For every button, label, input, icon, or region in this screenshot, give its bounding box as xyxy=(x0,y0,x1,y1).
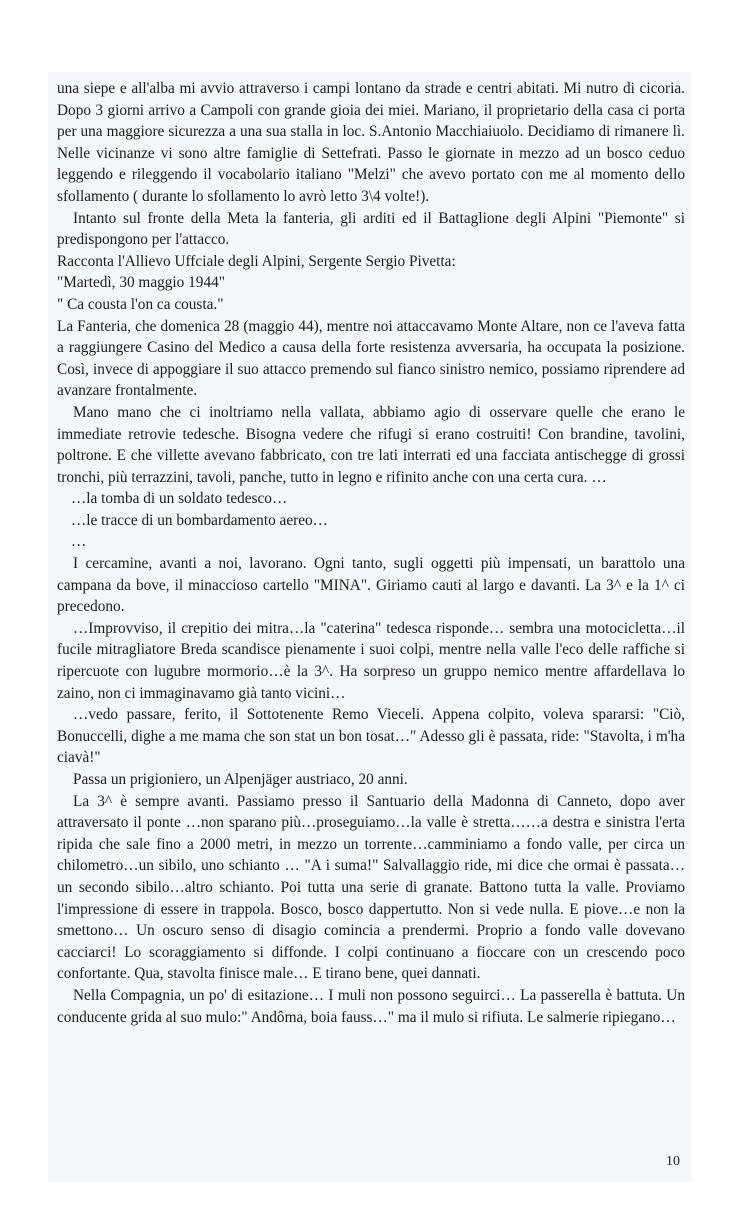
paragraph-compagnia: Nella Compagnia, un po' di esitazione… I muli non possono seguirci… La passerella è battuta. Un conducente grida al suo mulo:" Andôma, boia fauss…" ma il mulo si rifiuta. Le salmerie ripiegano… xyxy=(57,986,685,1026)
paragraph-narrator: Racconta l'Allievo Uffciale degli Alpini, Sergente Sergio Pivetta: xyxy=(57,252,456,270)
paragraph-date: "Martedì, 30 maggio 1944" xyxy=(57,274,225,292)
paragraph-motto: " Ca cousta l'on ca cousta." xyxy=(57,295,224,313)
document-body xyxy=(57,78,685,1028)
paragraph-tomba: …la tomba di un soldato tedesco… xyxy=(71,490,288,508)
paragraph-meta-front: Intanto sul fronte della Meta la fanteria, gli arditi ed il Battaglione degli Alpini "Piemonte" si predispongono per l'attacco. xyxy=(57,209,685,249)
paragraph-crepitio: …Improvviso, il crepitio dei mitra…la "caterina" tedesca risponde… sembra una motocicletta…il fucile mitragliatore Breda scandisce pienamente i suoi colpi, mentre nella valle l'eco delle raffiche si ripercuote con lugubre mormorio…è la 3^. Ha sorpreso un gruppo nemico mentre affardellava lo zaino, non ci immaginavamo già tanto vicini… xyxy=(57,619,685,702)
paragraph-flight: una siepe e all'alba mi avvio attraverso i campi lontano da strade e centri abitati. Mi nutro di cicoria. Dopo 3 giorni arrivo a Campoli con grande gioia dei miei. Mariano, il proprietario della casa ci porta per una maggiore sicurezza a una sua stalla in loc. S.Antonio Macchiaiuolo. Decidiamo di rimanere lì. Nelle vicinanze vi sono altre famiglie di Settefrati. Passo le giornate in mezzo ad un bosco ceduo leggendo e rileggendo il vocabolario italiano "Melzi" che avevo portato con me al momento dello sfollamento ( durante lo sfollamento lo avrò letto 3\4 volte!). xyxy=(57,80,685,205)
paragraph-ferito: …vedo passare, ferito, il Sottotenente Remo Vieceli. Appena colpito, voleva spararsi: "Ciò, Bonuccelli, dighe a me mama che son stat un bon tosat…" Adesso gli è passata, ride: "Stavolta, i m'ha ciavà!" xyxy=(57,706,685,767)
paragraph-cercamine: I cercamine, avanti a noi, lavorano. Ogni tanto, sugli oggetti più impensati, un barattolo una campana da bove, il minaccioso cartello "MINA". Giriamo cauti al largo e davanti. La 3^ e la 1^ ci precedono. xyxy=(57,555,685,616)
paragraph-vallata: Mano mano che ci inoltriamo nella vallata, abbiamo agio di osservare quelle che erano le immediate retrovie tedesche. Bisogna vedere che rifugi si erano costruiti! Con brandine, tavolini, poltrone. E che villette avevano fabbricato, con tre lati interrati ed una facciata antischegge di grossi tronchi, più terrazzini, tavoli, panche, tutto in legno e rifinito anche con una certa cura. … xyxy=(57,403,685,486)
document-page xyxy=(48,72,692,1182)
paragraph-prigioniero: Passa un prigioniero, un Alpenjäger austriaco, 20 anni. xyxy=(73,771,408,788)
page-number: 10 xyxy=(666,1154,680,1169)
paragraph-ellipsis: … xyxy=(71,533,87,551)
paragraph-fanteria: La Fanteria, che domenica 28 (maggio 44), mentre noi attaccavamo Monte Altare, non ce l'aveva fatta a raggiungere Casino del Medico a causa della forte resistenza avversaria, ha occupata la posizione. Così, invece di appoggiare il suo attacco premendo sul fianco sinistro nemico, possiamo riprendere ad avanzare frontalmente. xyxy=(57,317,685,400)
paragraph-santuario: La 3^ è sempre avanti. Passiamo presso il Santuario della Madonna di Canneto, dopo aver attraversato il ponte …non sparano più…proseguiamo…la valle è stretta……a destra e sinistra l'erta ripida che sale fino a 2000 metri, in mezzo un torrente…camminiamo a fondo valle, per circa un chilometro…un sibilo, uno schianto … "A i suma!" Salvallaggio ride, mi dice che ormai è passata…un secondo sibilo…altro schianto. Poi tutta una serie di granate. Battono tutta la valle. Proviamo l'impressione di essere in trappola. Bosco, bosco dappertutto. Non si vede nulla. E piove…e non la smettono… Un oscuro senso di disagio comincia a prendermi. Proprio a fondo valle dovevano cacciarci! Lo scoraggiamento si diffonde. I colpi continuano a fioccare con un crescendo poco confortante. Qua, stavolta finisce male… E tirano bene, quei dannati. xyxy=(57,792,685,983)
paragraph-bombardamento: …le tracce di un bombardamento aereo… xyxy=(71,511,328,529)
